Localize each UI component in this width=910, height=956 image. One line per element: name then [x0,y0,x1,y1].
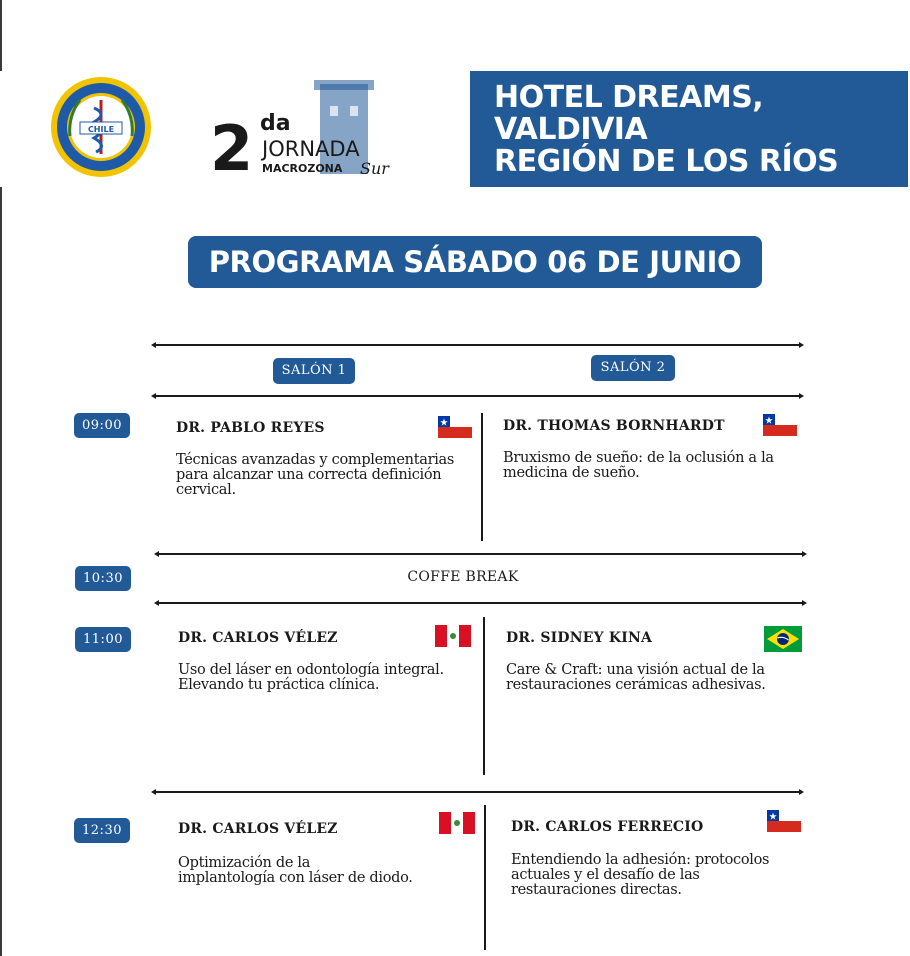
speaker-name: DR. CARLOS FERRECIO [511,819,704,835]
peru-flag-icon [439,812,475,834]
talk-line: restauraciones cerámicas adhesivas. [506,677,766,693]
talk-line: restauraciones directas. [511,882,682,898]
divider-salons [155,395,800,397]
peru-flag-icon [435,625,471,647]
logo-macrozona: MACROZONA [262,162,343,175]
salon-2-label: SALÓN 2 [591,355,675,381]
jornada-macrozona-logo [210,78,410,178]
talk-line: Técnicas avanzadas y complementarias [176,452,455,468]
coffee-break-label: COFFE BREAK [407,569,519,585]
chile-flag-icon [763,414,797,436]
talk-title [511,853,811,898]
talk-line: Care & Craft: una visión actual de la [506,662,765,678]
talk-line: Bruxismo de sueño: de la oclusión a la [503,450,774,466]
column-divider [483,617,485,775]
brazil-flag-icon [764,626,802,652]
logo-jornada: JORNADA [262,137,360,161]
speaker-name: DR. CARLOS VÉLEZ [178,821,338,837]
seal-label: CHILE [87,125,115,134]
talk-line: cervical. [176,482,236,498]
column-divider [481,413,483,541]
talk-title [503,451,803,481]
speaker-name: DR. SIDNEY KINA [506,630,653,646]
divider-top [155,344,800,346]
talk-line: actuales y el desafío de las [511,867,700,883]
logo-ordinal: 2 [210,112,254,178]
location-line-2: VALDIVIA [494,112,648,147]
time-badge-1230: 12:30 [74,818,130,843]
location-line-1: HOTEL DREAMS, [494,80,764,115]
divider-before-coffee [158,553,803,555]
chile-flag-icon [438,416,472,438]
program-title: PROGRAMA SÁBADO 06 DE JUNIO [188,236,762,288]
event-location [494,82,894,178]
location-line-3: REGIÓN DE LOS RÍOS [494,144,839,179]
society-seal-icon [50,76,152,178]
talk-line: Optimización de la [178,855,311,871]
column-divider [484,805,486,950]
talk-title [178,663,478,693]
speaker-name: DR. PABLO REYES [176,420,325,436]
chile-flag-icon [767,810,801,832]
divider-before-1230 [155,791,800,793]
talk-title [176,453,476,498]
speaker-name: DR. THOMAS BORNHARDT [503,418,725,434]
logo-sur: Sur [360,159,389,178]
speaker-name: DR. CARLOS VÉLEZ [178,630,338,646]
divider-after-coffee [158,602,803,604]
talk-line: para alcanzar una correcta definición [176,467,442,483]
talk-line: Entendiendo la adhesión: protocolos [511,852,770,868]
time-badge-1030: 10:30 [75,566,131,591]
talk-title [506,663,806,693]
logo-ordinal-suffix: da [260,111,291,136]
talk-line: Uso del láser en odontología integral. [178,662,444,678]
salon-1-label: SALÓN 1 [273,358,355,384]
talk-line: medicina de sueño. [503,465,640,481]
talk-line: Elevando tu práctica clínica. [178,677,380,693]
time-badge-0900: 09:00 [74,413,130,438]
talk-title [178,856,478,886]
talk-line: implantología con láser de diodo. [178,870,413,886]
time-badge-1100: 11:00 [75,627,131,652]
